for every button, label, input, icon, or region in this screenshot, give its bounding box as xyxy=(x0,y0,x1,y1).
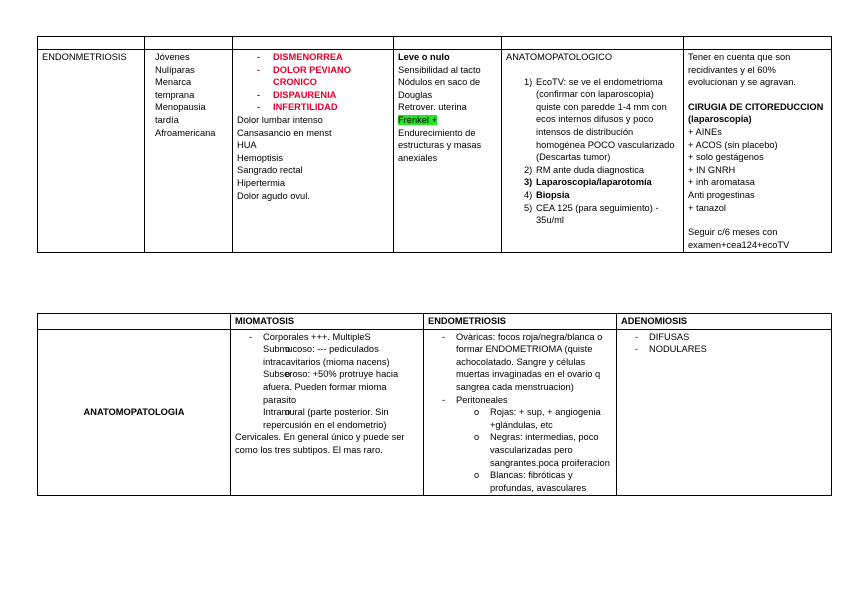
subitem-text: Negras: intermedias, poco vascularizadas pero sangrantes.poca proiferacion xyxy=(490,432,610,468)
endometriosis-cell xyxy=(424,329,617,496)
adenomiosis-item: - NODULARES xyxy=(635,344,707,355)
endometriosis-summary-table xyxy=(37,36,832,253)
diagnosis-item xyxy=(506,202,679,227)
symptom-text: DISMENORREA xyxy=(273,52,343,62)
diagnosis-cell xyxy=(502,50,684,253)
subitem xyxy=(235,406,419,431)
risk-factor: Nulíparas xyxy=(155,64,195,75)
exam-line: Douglas xyxy=(398,89,433,100)
treatment-follow-up: Seguir c/6 meses con examen+cea124+ecoTV xyxy=(688,227,790,250)
miomatosis-cell xyxy=(231,329,424,496)
exam-line: Endurecimiento de xyxy=(398,127,476,138)
subitem-text: Intramural (parte posterior. Sin repercusión en el endometrio) xyxy=(263,407,389,430)
endometriosis-item: - Peritoneales o Rojas: + sup, + angiogenia +glándulas, etc o Negras: intermedias, poco vascularizadas pero sangrantes.poca proiferacion o Blancas: fibróticas y profundas, avasculares xyxy=(428,394,612,495)
diagnosis-item xyxy=(506,164,679,177)
miomatosis-item: - Corporales +++. MultipleS o Submucoso: --- pediculados intracavitarios (mioma nacens) o Subseroso: +50% protruye hacia afuera. Pueden formar mioma parasito o Intramural (parte posterior. Sin repercusión en el endometrio) xyxy=(235,331,419,432)
table1-header-row xyxy=(38,37,832,50)
table2-header-row xyxy=(38,314,832,330)
treatment-line: Anti progestinas xyxy=(688,189,755,200)
exam-line: Nódulos en saco de xyxy=(398,77,481,88)
symptom-line: Hemoptisis xyxy=(237,152,283,163)
diagnosis-list xyxy=(506,76,679,227)
risk-factor: Menarca xyxy=(155,77,192,88)
treatment-intro: Tener en cuenta que son recidivantes y el 60% evolucionan y se agravan. xyxy=(688,52,797,88)
item-number: 2) xyxy=(524,164,533,175)
item-text: Corporales +++. MultipleS xyxy=(263,331,371,342)
miomatosis-list xyxy=(235,331,419,432)
item-text: CEA 125 (para seguimiento) - 35u/ml xyxy=(536,202,659,226)
item-text: Peritoneales xyxy=(456,394,508,405)
treatment-title: CIRUGIA DE CITOREDUCCION xyxy=(688,101,824,112)
symptom-line: HUA xyxy=(237,140,257,151)
exam-line: anexiales xyxy=(398,152,438,163)
item-text: DIFUSAS xyxy=(649,331,690,342)
subitem xyxy=(235,368,419,406)
item-number: 1) xyxy=(524,76,533,87)
treatment-line: + IN GNRH xyxy=(688,164,736,175)
subitem xyxy=(428,469,612,494)
symptoms-cell xyxy=(233,50,394,253)
risk-factor: temprana xyxy=(155,89,195,100)
item-number: 4) xyxy=(524,189,533,200)
treatment-cell xyxy=(684,50,832,253)
item-text: NODULARES xyxy=(649,344,707,355)
exam-line: Sensibilidad al tacto xyxy=(398,64,481,75)
item-text: EcoTV: se ve el endometrioma (confirmar con laparoscopia) quiste con paredde 1-4 mm con ecos internos difusos y poco intensos de distribución homogénea POCO vascularizado (Descartas tumor) xyxy=(536,76,675,163)
treatment-line: + AINEs xyxy=(688,126,722,137)
adenomiosis-cell xyxy=(617,329,832,496)
subitem xyxy=(428,406,612,431)
symptom-text: DOLOR PEVIANO xyxy=(273,64,351,75)
header-miomatosis: MIOMATOSIS xyxy=(231,314,424,330)
exam-line: Retrover. uterina xyxy=(398,102,467,113)
item-text: Ovàricas: focos roja/negra/blanca o formar ENDOMETRIOMA (quiste achocolatado. Sangre y células muertas invaginadas en el ovario q sangrea cada menstruacion) xyxy=(456,331,603,392)
treatment-line: + ACOS (sin placebo) xyxy=(688,139,778,150)
miomatosis-footnote: Cervicales. En general único y puede ser como los tres subtipos. El mas raro. xyxy=(235,432,405,455)
miomatosis-sublist xyxy=(235,343,419,431)
subitem xyxy=(428,431,612,469)
disease-cell xyxy=(38,50,145,253)
symptom-item xyxy=(237,64,389,89)
exam-title: Leve o nulo xyxy=(398,52,450,62)
row-label: ANATOMOPATOLOGIA xyxy=(38,329,231,496)
empty-cell xyxy=(233,37,394,50)
header-endometriosis: ENDOMETRIOSIS xyxy=(424,314,617,330)
treatment-line: + solo gestágenos xyxy=(688,152,764,163)
main-symptoms-list xyxy=(237,51,389,114)
symptom-text: CRONICO xyxy=(273,77,317,88)
symptom-line: Cansasancio en menst xyxy=(237,127,332,138)
frenkel-highlight: Frenkel + xyxy=(398,114,438,125)
table2-content-row xyxy=(38,329,832,496)
symptom-text: DISPAURENIA xyxy=(273,89,337,100)
empty-cell xyxy=(394,37,502,50)
symptom-line: Sangrado rectal xyxy=(237,165,303,176)
empty-cell xyxy=(145,37,233,50)
endometriosis-sublist xyxy=(428,406,612,494)
diagnosis-item xyxy=(506,189,679,202)
symptom-item xyxy=(237,51,389,64)
treatment-line: + tanazol xyxy=(688,202,726,213)
risk-factor: Menopausia xyxy=(155,102,206,113)
endometriosis-item: - Ovàricas: focos roja/negra/blanca o formar ENDOMETRIOMA (quiste achocolatado. Sangre y células muertas invaginadas en el ovario q sangrea cada menstruacion) xyxy=(442,331,603,392)
subitem-text: Submucoso: --- pediculados intracavitarios (mioma nacens) xyxy=(263,344,390,367)
risk-factors-cell xyxy=(145,50,233,253)
diagnosis-item xyxy=(506,176,679,189)
subitem-text: Rojas: + sup, + angiogenia +glándulas, etc xyxy=(490,407,601,430)
risk-factor: tardía xyxy=(155,114,179,125)
symptom-line: Dolor lumbar intenso xyxy=(237,114,323,125)
empty-cell xyxy=(38,314,231,330)
endometriosis-list xyxy=(428,331,612,495)
anatomopathology-table xyxy=(37,313,832,496)
symptom-item xyxy=(237,89,389,102)
diagnosis-title: ANATOMOPATOLOGICO xyxy=(506,52,613,62)
subitem xyxy=(235,343,419,368)
disease-name: ENDONMETRIOSIS xyxy=(42,52,127,62)
subitem-text: Subseroso: +50% protruye hacia afuera. Pueden formar mioma parasito xyxy=(263,369,399,405)
risk-factor: Jóvenes xyxy=(155,52,190,62)
item-text: Biopsia xyxy=(536,189,570,200)
subitem-text: Blancas: fibróticas y profundas, avasculares xyxy=(490,470,587,493)
adenomiosis-item: - DIFUSAS xyxy=(635,331,690,342)
symptom-line: Dolor agudo ovul. xyxy=(237,190,310,201)
symptom-text: INFERTILIDAD xyxy=(273,102,338,113)
treatment-line: + inh aromatasa xyxy=(688,177,755,188)
empty-cell xyxy=(684,37,832,50)
symptom-item xyxy=(237,101,389,114)
item-text: Laparoscopia/laparotomía xyxy=(536,177,652,188)
diagnosis-item xyxy=(506,76,679,164)
symptom-line: Hipertermia xyxy=(237,177,286,188)
item-number: 3) xyxy=(524,177,533,188)
adenomiosis-list xyxy=(621,331,827,356)
empty-cell xyxy=(38,37,145,50)
table1-content-row xyxy=(38,50,832,253)
item-text: RM ante duda diagnostica xyxy=(536,164,645,175)
empty-cell xyxy=(502,37,684,50)
risk-factor: Afroamericana xyxy=(155,127,216,138)
treatment-subtitle: (laparoscopia) xyxy=(688,114,752,125)
exam-line: estructuras y masas xyxy=(398,140,482,151)
header-adenomiosis: ADENOMIOSIS xyxy=(617,314,832,330)
item-number: 5) xyxy=(524,202,533,213)
exam-cell xyxy=(394,50,502,253)
